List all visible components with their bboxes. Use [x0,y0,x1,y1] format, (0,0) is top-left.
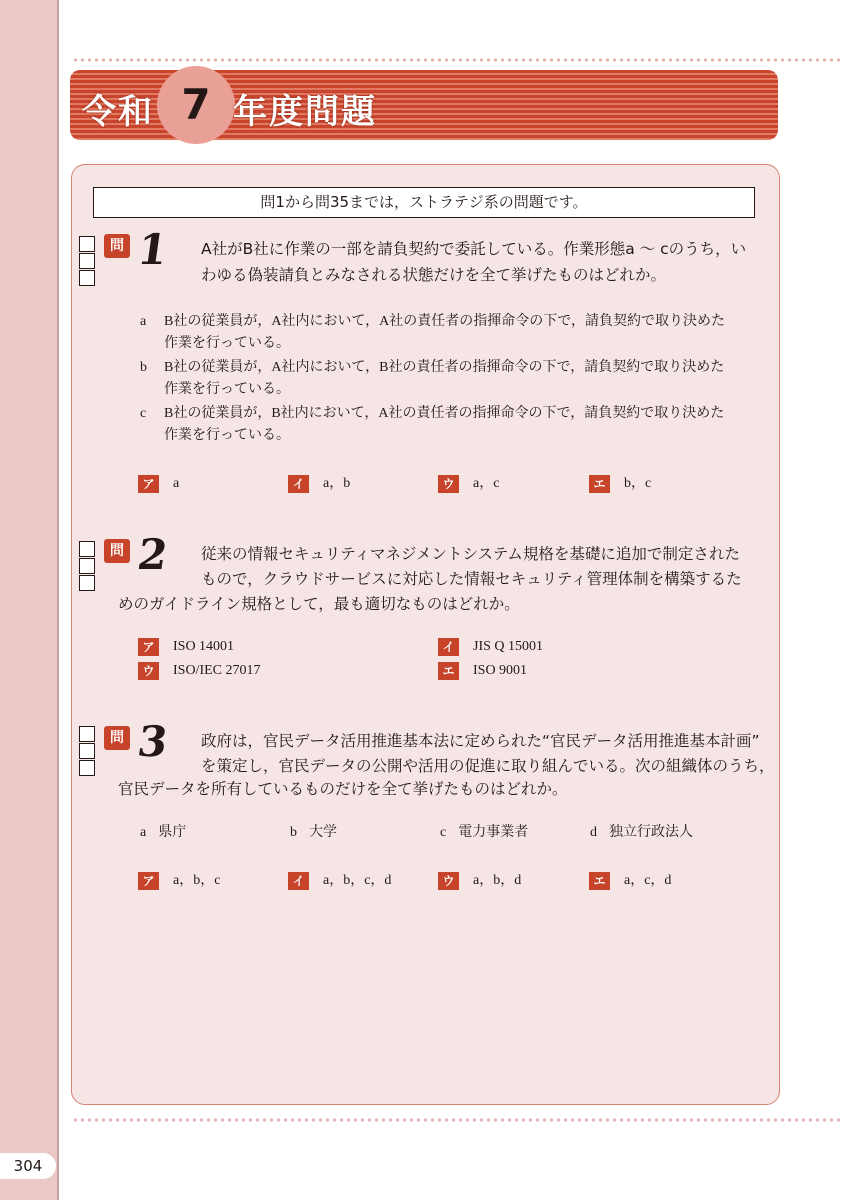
question-panel [71,164,780,1105]
choice-mark: エ [438,662,459,680]
intro-box: 問1から問35までは，ストラテジ系の問題です。 [93,187,755,218]
option-letter: c [440,825,447,840]
choice-text: ISO 9001 [473,663,528,678]
answer-choice[interactable] [438,661,527,681]
answer-choice[interactable] [438,871,521,891]
option-item [290,823,337,843]
choice-mark: エ [589,872,610,890]
answer-choice[interactable] [438,474,499,494]
item-text: B社の従業員が，A社内において，A社の責任者の指揮命令の下で，請負契約で取り決めた [164,314,725,329]
checkbox-q1-2[interactable] [79,253,95,269]
checkbox-q3-2[interactable] [79,743,95,759]
page-number: 304 [0,1153,56,1179]
spine-border [57,0,59,1200]
question-text-line: A社がB社に作業の一部を請負契約で委託している。作業形態a ～ cのうち，い [201,240,747,258]
checkbox-q1-1[interactable] [79,236,95,252]
banner-era: 令和 [82,92,154,132]
item-text: B社の従業員が，B社内において，A社の責任者の指揮命令の下で，請負契約で取り決めた [164,406,725,421]
choice-mark: ア [138,475,159,493]
question-text-line: めのガイドライン規格として，最も適切なものはどれか。 [118,595,520,613]
option-text: 大学 [309,825,337,840]
choice-mark: ウ [438,872,459,890]
option-item [440,823,528,843]
answer-choice[interactable] [138,871,220,891]
choice-text: a，b，c [173,873,221,888]
answer-choice[interactable] [438,637,543,657]
item-text: 作業を行っている。 [164,336,290,351]
item-text: B社の従業員が，A社内において，B社の責任者の指揮命令の下で，請負契約で取り決めた [164,360,725,375]
choice-mark: ア [138,638,159,656]
top-dotted-rule [72,58,842,62]
option-text: 独立行政法人 [609,825,693,840]
answer-choice[interactable] [589,871,671,891]
question-badge: 問 [104,726,130,750]
choice-text: ISO/IEC 27017 [173,663,261,678]
answer-choice[interactable] [138,474,179,494]
question-number: 2 [134,530,171,579]
question-text-line: 政府は，官民データ活用推進基本法に定められた“官民データ活用推進基本計画” [201,732,760,750]
choice-text: a，b，c，d [323,873,392,888]
item-text: 作業を行っている。 [164,382,290,397]
checkbox-q1-3[interactable] [79,270,95,286]
item-letter: b [140,360,147,375]
question-number: 3 [134,717,171,766]
option-text: 県庁 [158,825,187,840]
choice-text: a [173,476,180,491]
item-letter: a [140,314,147,329]
choice-text: b，c [624,476,652,491]
option-text: 電力事業者 [458,825,529,840]
choice-text: a，b [323,476,351,491]
option-letter: b [290,825,297,840]
page-spine [0,0,57,1200]
choice-text: JIS Q 15001 [473,639,544,654]
option-letter: d [590,825,597,840]
question-text-line: もので，クラウドサービスに対応した情報セキュリティ管理体制を構築するた [201,570,742,588]
choice-mark: エ [589,475,610,493]
question-badge: 問 [104,539,130,563]
choice-text: a，c [473,476,500,491]
item-text: 作業を行っている。 [164,428,290,443]
choice-text: a，c，d [624,873,672,888]
banner-year-circle: 7 [157,66,235,144]
bottom-dotted-rule [72,1118,842,1122]
question-text-line: 官民データを所有しているものだけを全て挙げたものはどれか。 [118,780,568,798]
checkbox-q2-3[interactable] [79,575,95,591]
choice-text: a，b，d [473,873,522,888]
question-badge: 問 [104,234,130,258]
option-letter: a [140,825,147,840]
choice-mark: イ [288,475,309,493]
choice-mark: イ [288,872,309,890]
question-text-line: を策定し，官民データの公開や活用の促進に取り組んでいる。次の組織体のうち， [201,757,775,775]
answer-choice[interactable] [288,474,350,494]
choice-mark: ウ [138,662,159,680]
checkbox-q3-1[interactable] [79,726,95,742]
answer-choice[interactable] [138,661,261,681]
choice-mark: ア [138,872,159,890]
choice-text: ISO 14001 [173,639,235,654]
answer-choice[interactable] [138,637,234,657]
checkbox-q2-2[interactable] [79,558,95,574]
option-item [590,823,693,843]
checkbox-q2-1[interactable] [79,541,95,557]
item-letter: c [140,406,147,421]
choice-mark: イ [438,638,459,656]
question-number: 1 [134,225,171,274]
question-text-line: 従来の情報セキュリティマネジメントシステム規格を基礎に追加で制定された [201,545,740,563]
answer-choice[interactable] [589,474,651,494]
answer-choice[interactable] [288,871,391,891]
choice-mark: ウ [438,475,459,493]
question-text-line: わゆる偽装請負とみなされる状態だけを全て挙げたものはどれか。 [201,266,667,284]
banner-title: 年度問題 [233,92,377,132]
option-item [140,823,186,843]
checkbox-q3-3[interactable] [79,760,95,776]
